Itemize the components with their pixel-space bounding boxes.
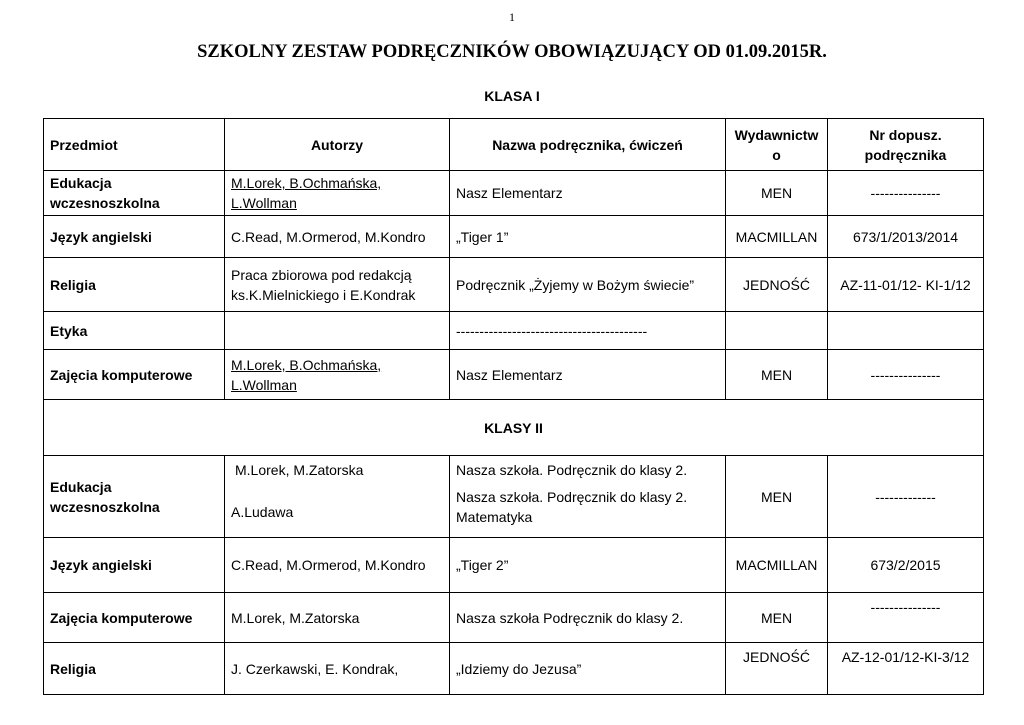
number-cell: --------------- xyxy=(828,171,984,216)
author-line: A.Ludawa xyxy=(231,504,294,520)
header-authors: Autorzy xyxy=(225,119,450,171)
table-row xyxy=(44,538,984,593)
section-heading-klasy-2: KLASY II xyxy=(44,400,984,456)
number-cell: 673/2/2015 xyxy=(828,538,984,593)
table-row xyxy=(44,171,984,216)
book-cell: „Tiger 1” xyxy=(450,216,726,258)
publisher-cell: MEN xyxy=(726,171,828,216)
publisher-cell: JEDNOŚĆ xyxy=(726,643,828,695)
table-row xyxy=(44,643,984,695)
book-cell: Podręcznik „Żyjemy w Bożym świecie” xyxy=(450,258,726,312)
number-cell: ------------- xyxy=(828,456,984,538)
page-title: SZKOLNY ZESTAW PODRĘCZNIKÓW OBOWIĄZUJĄCY OD 01.09.2015R. xyxy=(197,42,827,62)
publisher-cell xyxy=(726,312,828,350)
authors-cell: C.Read, M.Ormerod, M.Kondro xyxy=(225,216,450,258)
authors-cell: M.Lorek, B.Ochmańska, L.Wollman xyxy=(225,350,450,400)
authors-cell: M.Lorek, B.Ochmańska, L.Wollman xyxy=(225,171,450,216)
table-row xyxy=(44,312,984,350)
number-cell: --------------- xyxy=(828,593,984,643)
table-row xyxy=(44,593,984,643)
book-cell: ----------------------------------------- xyxy=(450,312,726,350)
table-row xyxy=(44,350,984,400)
book-cell: Nasza szkoła Podręcznik do klasy 2. xyxy=(450,593,726,643)
publisher-cell: MACMILLAN xyxy=(726,216,828,258)
publisher-cell: MACMILLAN xyxy=(726,538,828,593)
table-row xyxy=(44,456,984,538)
header-book: Nazwa podręcznika, ćwiczeń xyxy=(450,119,726,171)
section-row-klasy-2 xyxy=(44,400,984,456)
authors-cell xyxy=(225,456,450,538)
author-line: M.Lorek, M.Zatorska xyxy=(235,462,364,478)
subject-cell: Etyka xyxy=(44,312,225,350)
authors-cell: C.Read, M.Ormerod, M.Kondro xyxy=(225,538,450,593)
subject-cell: Zajęcia komputerowe xyxy=(44,593,225,643)
subject-cell: Religia xyxy=(44,258,225,312)
subject-cell: Edukacja wczesnoszkolna xyxy=(44,456,225,538)
book-cell: „Tiger 2” xyxy=(450,538,726,593)
authors-cell xyxy=(225,312,450,350)
number-cell xyxy=(828,312,984,350)
authors-cell: J. Czerkawski, E. Kondrak, xyxy=(225,643,450,695)
subject-cell: Język angielski xyxy=(44,538,225,593)
publisher-cell: JEDNOŚĆ xyxy=(726,258,828,312)
book-cell: Nasz Elementarz xyxy=(450,171,726,216)
subject-cell: Język angielski xyxy=(44,216,225,258)
table-header-row xyxy=(44,119,984,171)
number-cell: 673/1/2013/2014 xyxy=(828,216,984,258)
subject-cell: Religia xyxy=(44,643,225,695)
book-cell: „Idziemy do Jezusa” xyxy=(450,643,726,695)
book-cell xyxy=(450,456,726,538)
authors-cell: M.Lorek, M.Zatorska xyxy=(225,593,450,643)
number-cell: AZ-11-01/12- KI-1/12 xyxy=(828,258,984,312)
publisher-cell: MEN xyxy=(726,593,828,643)
header-subject: Przedmiot xyxy=(44,119,225,171)
section-heading-klasa-1: KLASA I xyxy=(484,88,540,104)
book-line: Nasza szkoła. Podręcznik do klasy 2. Matematyka xyxy=(456,489,688,525)
authors-cell: Praca zbiorowa pod redakcją ks.K.Mielnickiego i E.Kondrak xyxy=(225,258,450,312)
number-cell: AZ-12-01/12-KI-3/12 xyxy=(828,643,984,695)
publisher-cell: MEN xyxy=(726,350,828,400)
number-cell: --------------- xyxy=(828,350,984,400)
textbook-table xyxy=(43,118,984,695)
page-number: 1 xyxy=(509,10,515,24)
book-line: Nasza szkoła. Podręcznik do klasy 2. xyxy=(456,462,688,478)
subject-cell: Zajęcia komputerowe xyxy=(44,350,225,400)
table-row xyxy=(44,216,984,258)
book-cell: Nasz Elementarz xyxy=(450,350,726,400)
header-number: Nr dopusz. podręcznika xyxy=(828,119,984,171)
publisher-cell: MEN xyxy=(726,456,828,538)
subject-cell: Edukacja wczesnoszkolna xyxy=(44,171,225,216)
table-row xyxy=(44,258,984,312)
header-publisher: Wydawnictwo xyxy=(726,119,828,171)
